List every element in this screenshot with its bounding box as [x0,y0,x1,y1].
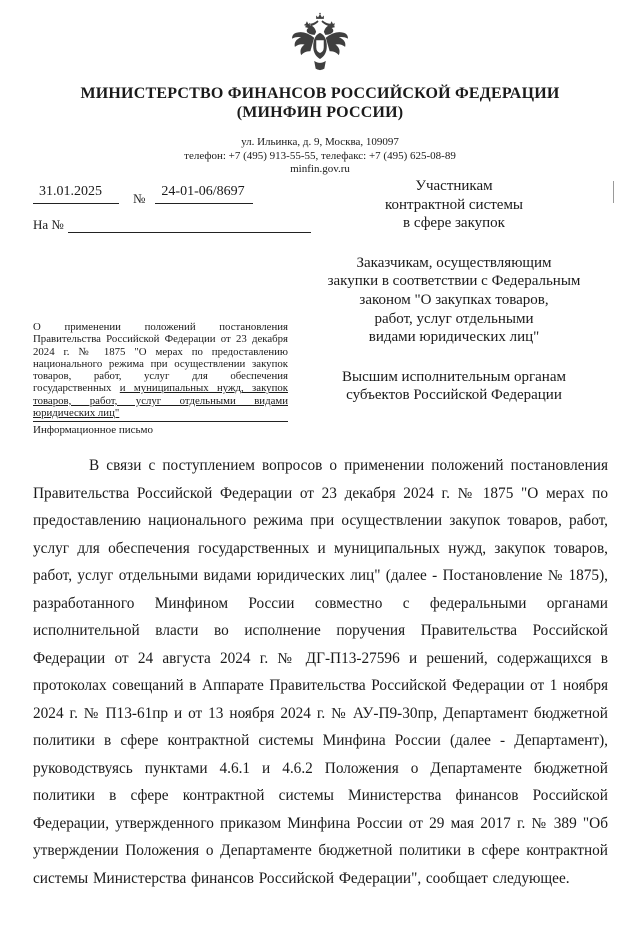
recipient-line: работ, услуг отдельными [374,310,534,327]
postal-address: ул. Ильинка, д. 9, Москва, 109097 [241,136,399,148]
reference-row [33,184,253,207]
recipient-line: Заказчикам, осуществляющим [356,254,552,271]
number-sign: № [133,191,146,206]
document-type-label: Информационное письмо [33,424,154,437]
scan-margin-mark [613,181,614,203]
outgoing-number: 24-01-06/8697 [155,184,252,204]
reply-to-label: На № [33,217,64,232]
subject-divider-line [33,421,288,422]
document-date: 31.01.2025 [33,184,119,204]
recipient-line: видами юридических лиц" [368,329,540,346]
ministry-title-line1: МИНИСТЕРСТВО ФИНАНСОВ РОССИЙСКОЙ ФЕДЕРАЦИИ [80,85,560,102]
subject-text-underlined: и муниципальных нужд, закупок товаров, работ, услуг отдельными видами юридических лиц" [33,382,288,420]
ministry-title-line2: (МИНФИН РОССИИ) [236,104,404,121]
recipient-contract-system-participants [325,177,583,233]
recipient-line: Высшим исполнительным органам [342,368,566,385]
phone-fax-line: телефон: +7 (495) 913-55-55, телефакс: +7 (495) 625-08-89 [184,149,456,162]
recipient-line: в сфере закупок [403,215,505,232]
recipients-block [325,177,583,405]
subject-text: О применении положений постановления Правительства Российской Федерации от 23 декабря 2024 г. № 1875 "О мерах по предоставлению национального режима при осуществлении закупок товаров, работ, услуг для обеспечения государственных [33,321,288,395]
ministry-title [0,84,640,122]
body-paragraph: В связи с поступлением вопросов о применении положений постановления Правительства Российской Федерации от 23 декабря 2024 г. № 1875 "О мерах по предоставлению национального режима при осуществлении закупок товаров, работ, услуг для обеспечения государственных и муниципальных нужд, закупок товаров, работ, услуг отдельными видами юридических лиц" (далее - Постановление № 1875), разработанного Минфином России совместно с федеральными органами исполнительной власти во исполнение поручения Правительства Российской Федерации от 24 августа 2024 г. № ДГ-П13-27596 и решений, содержащихся в протоколах совещаний в Аппарате Правительства Российской Федерации от 1 ноября 2024 г. № П13-61пр и от 13 ноября 2024 г. № АУ-П9-30пр, Департамент бюджетной политики в сфере контрактной системы Минфина России (далее - Департамент), руководствуясь пунктами 4.6.1 и 4.6.2 Положения о Департаменте бюджетной политики в сфере контрактной системы Министерства финансов Российской Федерации, утвержденного приказом Минфина России от 29 мая 2017 г. № 389 "Об утверждении Положения о Департаменте бюджетной политики в сфере контрактной системы Министерства финансов Российской Федерации", сообщает следующее. [33,457,608,887]
letterhead-contacts [0,136,640,177]
subject-block [33,321,288,437]
recipient-regional-executive-bodies [325,368,583,405]
russian-coat-of-arms-icon [291,12,349,76]
recipient-line: закупки в соответствии с Федеральным [327,273,581,290]
recipient-line: субъектов Российской Федерации [346,387,562,404]
recipient-customers-223fz [325,254,583,347]
recipient-line: контрактной системы [384,196,524,213]
reply-to-row [33,217,311,233]
recipient-line: законом "О закупках товаров, [359,291,549,308]
reply-to-blank-line [68,219,311,233]
website-text: minfin.gov.ru [290,163,350,175]
recipient-line: Участникам [415,178,493,194]
